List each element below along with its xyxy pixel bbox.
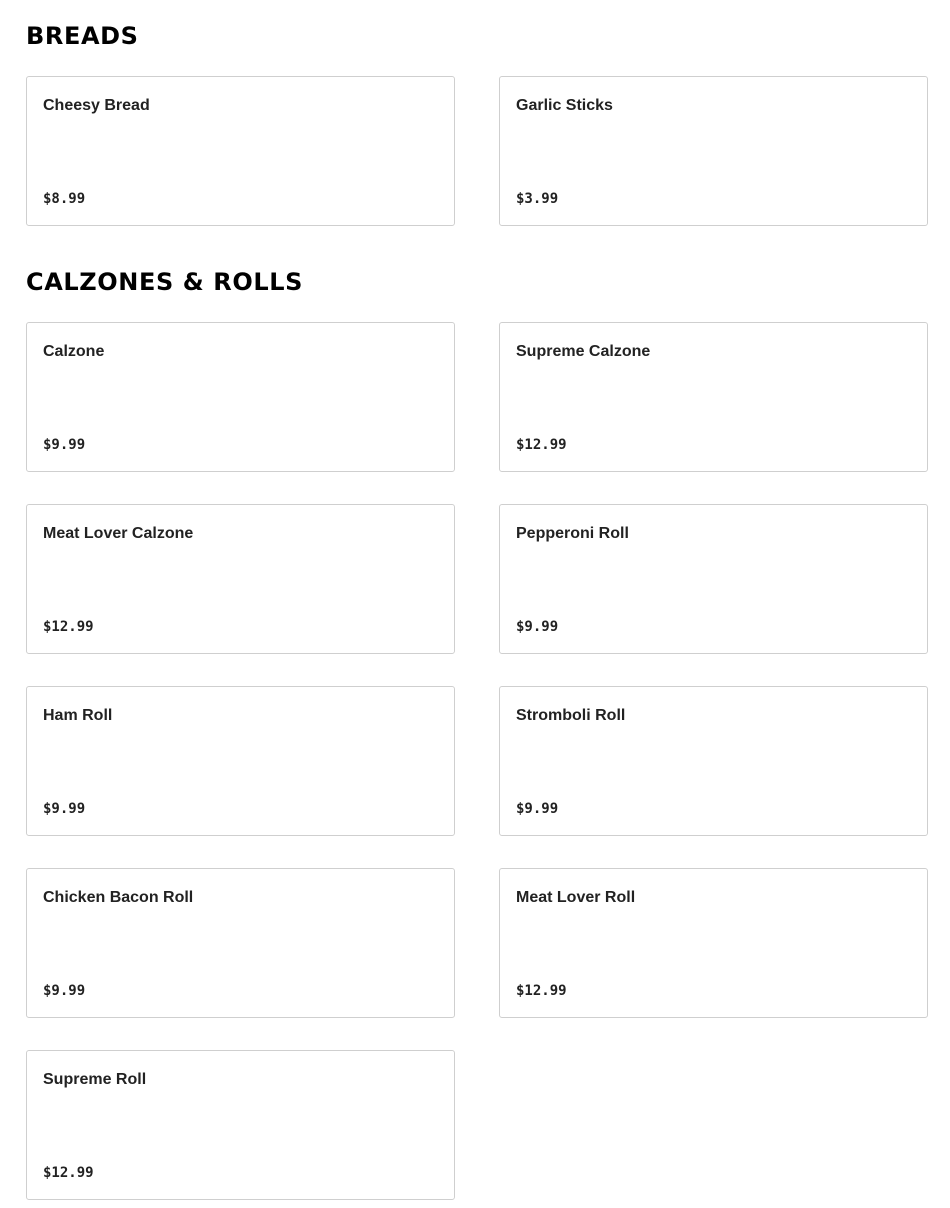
menu-item-price: $12.99 xyxy=(516,983,567,999)
menu-item-name: Pepperoni Roll xyxy=(516,525,629,542)
menu-item-price: $12.99 xyxy=(43,1165,94,1181)
section-title: CALZONES & ROLLS xyxy=(26,268,304,296)
menu-item-price: $9.99 xyxy=(43,437,86,453)
menu-item-price: $8.99 xyxy=(43,191,86,207)
menu-item-price: $9.99 xyxy=(43,801,86,817)
menu-item-name: Meat Lover Roll xyxy=(516,889,636,906)
menu-item-name: Supreme Roll xyxy=(43,1071,147,1088)
menu-item-price: $3.99 xyxy=(516,191,559,207)
menu-item-card[interactable] xyxy=(499,868,928,1018)
menu-item-name: Calzone xyxy=(43,343,105,360)
menu-item-card[interactable] xyxy=(26,76,455,226)
menu-item-card[interactable] xyxy=(499,686,928,836)
menu-item-price: $9.99 xyxy=(516,801,559,817)
menu-item-name: Chicken Bacon Roll xyxy=(43,889,194,906)
menu-item-card[interactable] xyxy=(499,76,928,226)
menu-item-card[interactable] xyxy=(26,504,455,654)
menu-item-name: Cheesy Bread xyxy=(43,97,150,114)
menu-item-name: Supreme Calzone xyxy=(516,343,651,360)
menu-item-name: Garlic Sticks xyxy=(516,97,613,114)
menu-item-price: $9.99 xyxy=(516,619,559,635)
menu-item-price: $12.99 xyxy=(516,437,567,453)
menu-item-card[interactable] xyxy=(499,504,928,654)
menu-item-card[interactable] xyxy=(26,868,455,1018)
menu-item-price: $12.99 xyxy=(43,619,94,635)
menu-item-name: Ham Roll xyxy=(43,707,113,724)
section-title: BREADS xyxy=(26,22,139,50)
menu-item-card[interactable] xyxy=(26,1050,455,1200)
menu-item-grid xyxy=(26,76,928,226)
menu-item-name: Meat Lover Calzone xyxy=(43,525,194,542)
menu-item-card[interactable] xyxy=(26,686,455,836)
menu-item-name: Stromboli Roll xyxy=(516,707,626,724)
menu-item-price: $9.99 xyxy=(43,983,86,999)
menu-item-grid xyxy=(26,322,928,1200)
menu-item-card[interactable] xyxy=(26,322,455,472)
menu-item-card[interactable] xyxy=(499,322,928,472)
